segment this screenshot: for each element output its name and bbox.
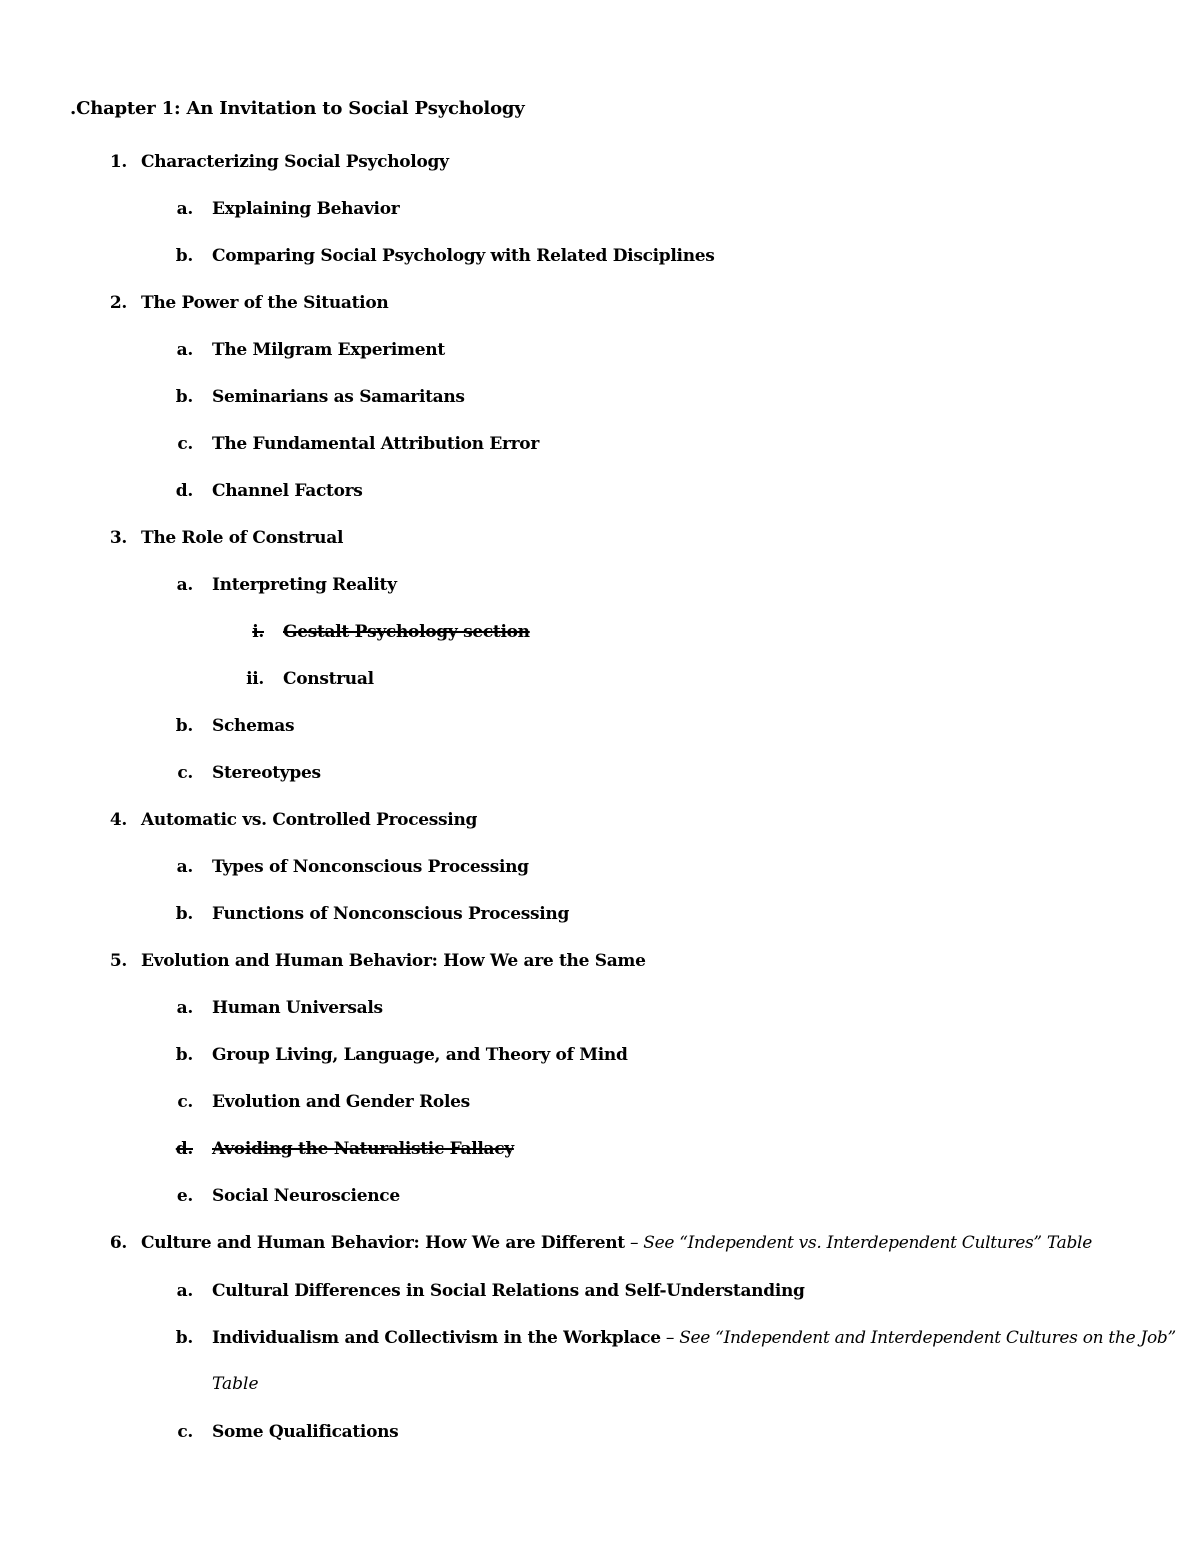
subitem-letter: c. bbox=[177, 763, 193, 783]
subitem-label: Schemas bbox=[212, 716, 295, 736]
subitem-label: Social Neuroscience bbox=[212, 1186, 400, 1206]
subitem-label: Some Qualifications bbox=[212, 1422, 399, 1442]
item-number: 6. bbox=[109, 1233, 127, 1253]
subitem-letter: c. bbox=[177, 1422, 193, 1442]
subitem-label: Individualism and Collectivism in the Workplace bbox=[212, 1328, 661, 1348]
item-label: The Power of the Situation bbox=[141, 293, 389, 313]
chapter-title: .Chapter 1: An Invitation to Social Psychology bbox=[70, 98, 525, 119]
item-label: Automatic vs. Controlled Processing bbox=[141, 810, 478, 830]
subitem-label: Interpreting Reality bbox=[212, 575, 397, 595]
subsubitem-numeral: i. bbox=[252, 622, 264, 642]
subitem-label: Cultural Differences in Social Relations and Self-Understanding bbox=[212, 1281, 805, 1301]
item-number: 1. bbox=[109, 152, 127, 172]
subitem-letter: b. bbox=[175, 1045, 193, 1065]
item-label: Characterizing Social Psychology bbox=[141, 152, 449, 172]
subitem-label: Channel Factors bbox=[212, 481, 363, 501]
item-label: The Role of Construal bbox=[141, 528, 344, 548]
subitem-letter: b. bbox=[175, 716, 193, 736]
subsubitem-label: Construal bbox=[283, 669, 374, 689]
subitem-label: Types of Nonconscious Processing bbox=[212, 857, 529, 877]
subsubitem-label: Gestalt Psychology section bbox=[283, 622, 530, 642]
subitem-letter: a. bbox=[176, 857, 193, 877]
subitem-letter: a. bbox=[176, 340, 193, 360]
table-reference-continuation: Table bbox=[212, 1374, 259, 1394]
subitem-label: Avoiding the Naturalistic Fallacy bbox=[212, 1139, 514, 1159]
item-number: 3. bbox=[109, 528, 127, 548]
subitem-letter: b. bbox=[175, 246, 193, 266]
table-reference-note: – See “Independent and Interdependent Cultures on the Job” bbox=[660, 1328, 1176, 1348]
subsubitem-numeral: ii. bbox=[246, 669, 264, 689]
subitem-label: Evolution and Gender Roles bbox=[212, 1092, 470, 1112]
subitem-letter: a. bbox=[176, 998, 193, 1018]
subitem-text bbox=[212, 1326, 1176, 1350]
subitem-letter: a. bbox=[176, 1281, 193, 1301]
subitem-letter: e. bbox=[176, 1186, 193, 1206]
item-label: Evolution and Human Behavior: How We are the Same bbox=[141, 951, 646, 971]
subitem-label: Human Universals bbox=[212, 998, 383, 1018]
subitem-letter: d. bbox=[175, 481, 193, 501]
subitem-label: Group Living, Language, and Theory of Mind bbox=[212, 1045, 628, 1065]
subitem-label: Functions of Nonconscious Processing bbox=[212, 904, 570, 924]
subitem-letter: b. bbox=[175, 904, 193, 924]
item-number: 2. bbox=[109, 293, 127, 313]
subitem-letter: b. bbox=[175, 387, 193, 407]
item-number: 5. bbox=[109, 951, 127, 971]
subitem-letter: a. bbox=[176, 575, 193, 595]
item-number: 4. bbox=[109, 810, 127, 830]
table-reference-note: – See “Independent vs. Interdependent Cultures” Table bbox=[624, 1233, 1092, 1253]
subitem-letter: d. bbox=[175, 1139, 193, 1159]
item-label: Culture and Human Behavior: How We are Different bbox=[141, 1233, 625, 1253]
subitem-letter: c. bbox=[177, 434, 193, 454]
subitem-letter: a. bbox=[176, 199, 193, 219]
subitem-label: The Fundamental Attribution Error bbox=[212, 434, 539, 454]
subitem-label: Stereotypes bbox=[212, 763, 321, 783]
item-text bbox=[141, 1231, 1092, 1255]
subitem-letter: b. bbox=[175, 1328, 193, 1348]
subitem-label: Comparing Social Psychology with Related Disciplines bbox=[212, 246, 715, 266]
subitem-letter: c. bbox=[177, 1092, 193, 1112]
subitem-label: Explaining Behavior bbox=[212, 199, 400, 219]
subitem-label: Seminarians as Samaritans bbox=[212, 387, 465, 407]
subitem-label: The Milgram Experiment bbox=[212, 340, 445, 360]
